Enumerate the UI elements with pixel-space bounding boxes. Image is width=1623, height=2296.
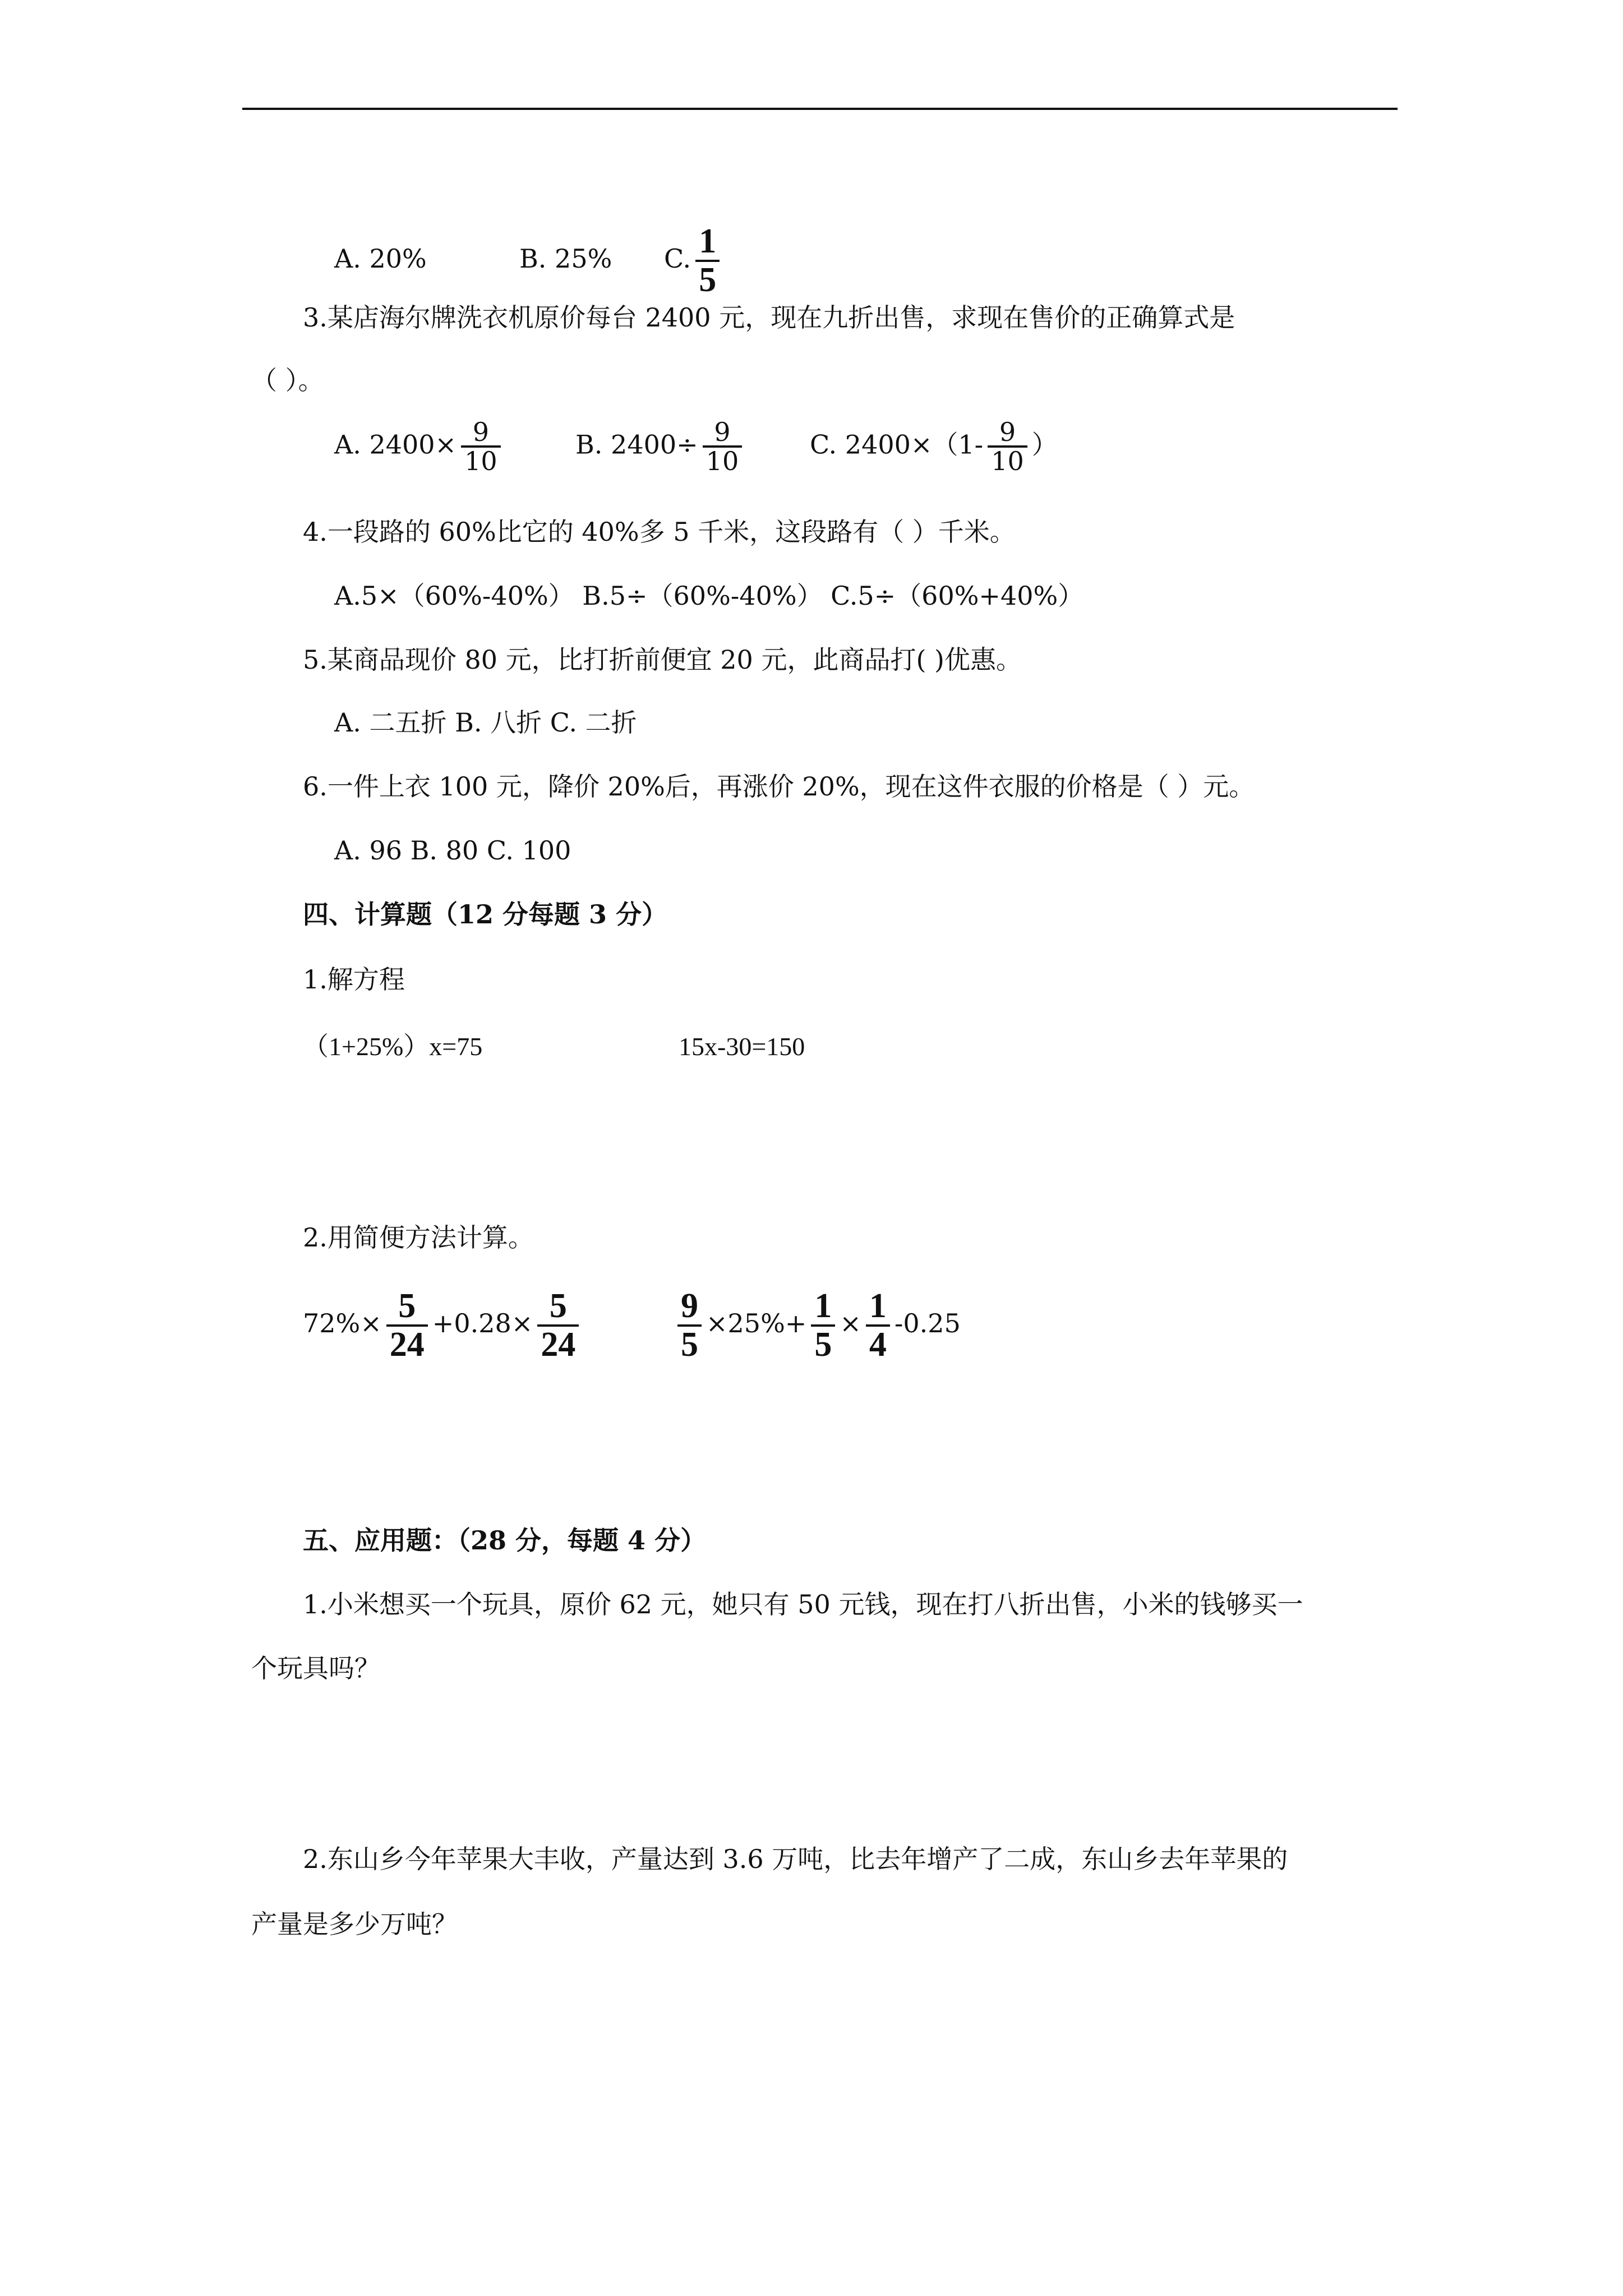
application-problem-2-line1: 2.东山乡今年苹果大丰收，产量达到 3.6 万吨，比去年增产了二成，东山乡去年苹果的: [303, 1844, 1288, 1874]
fraction-denominator: 10: [703, 445, 743, 475]
application-problem-1-line2: 个玩具吗？: [251, 1653, 380, 1683]
fraction-numerator: 5: [549, 1287, 567, 1325]
application-problem-1-line1: 1.小米想买一个玩具，原价 62 元，她只有 50 元钱，现在打八折出售，小米的钱够买一: [303, 1589, 1303, 1619]
fraction-denominator: 5: [811, 1324, 835, 1363]
fraction-numerator: 9: [681, 1287, 698, 1325]
q2-options: [334, 223, 724, 298]
q2-option-b: B. 25%: [519, 243, 612, 274]
q3-option-c-suffix: ）: [1031, 429, 1058, 460]
fraction-numerator: 9: [714, 417, 731, 447]
equation-1: （1+25%）x=75: [303, 1032, 483, 1061]
fraction-denominator: 10: [988, 445, 1027, 475]
expr2-part-c: -0.25: [894, 1308, 961, 1339]
fraction-denominator: 24: [386, 1324, 428, 1363]
expr2-fraction-1: [677, 1288, 702, 1363]
expr2-fraction-3: [866, 1288, 890, 1363]
q2-option-c-fraction: [695, 223, 720, 298]
q3-option-b-fraction: [703, 418, 743, 475]
q6-options: A. 96 B. 80 C. 100: [334, 835, 571, 866]
q2-option-c: [664, 223, 724, 298]
q3-question: 3.某店海尔牌洗衣机原价每台 2400 元，现在九折出售，求现在售价的正确算式是: [303, 302, 1235, 333]
q2-option-a: A. 20%: [334, 243, 427, 274]
q4-options: A.5×（60%-40%） B.5÷（60%-40%） C.5÷（60%+40%）: [334, 581, 1084, 611]
expr2-fraction-2: [811, 1288, 835, 1363]
q6-question: 6.一件上衣 100 元，降价 20%后，再涨价 20%，现在这件衣服的价格是（ ）元。: [303, 771, 1255, 802]
fraction-denominator: 10: [461, 445, 501, 475]
equation-2: 15x-30=150: [679, 1032, 805, 1061]
q3-option-b-label: B. 2400÷: [575, 429, 698, 460]
fraction-numerator: 9: [472, 417, 489, 447]
fraction-numerator: 1: [814, 1287, 832, 1325]
q3-option-a-fraction: [461, 418, 501, 475]
q3-option-c: [810, 418, 1058, 475]
q5-question: 5.某商品现价 80 元，比打折前便宜 20 元，此商品打( )优惠。: [303, 645, 1022, 675]
fraction-denominator: 4: [866, 1324, 890, 1363]
expr1-fraction-1: [386, 1288, 428, 1363]
section-5-title: 五、应用题：（28 分，每题 4 分）: [303, 1525, 707, 1556]
expr1-fraction-2: [537, 1288, 579, 1363]
q3-options: [334, 418, 1058, 475]
fraction-numerator: 1: [869, 1287, 887, 1325]
section-4-part2-title: 2.用简便方法计算。: [303, 1222, 534, 1253]
expr2-part-a: ×25%+: [706, 1308, 807, 1339]
fraction-denominator: 5: [695, 260, 720, 298]
fraction-numerator: 9: [999, 417, 1016, 447]
expr1-part-b: +0.28×: [432, 1308, 533, 1339]
q2-option-c-label: C.: [664, 243, 691, 274]
expr2-part-b: ×: [840, 1308, 861, 1339]
q3-option-a-label: A. 2400×: [334, 429, 457, 460]
q5-options: A. 二五折 B. 八折 C. 二折: [334, 707, 637, 738]
simplify-expression-1: [303, 1288, 583, 1363]
simplify-expression-2: [673, 1288, 961, 1363]
section-4-part1-title: 1.解方程: [303, 964, 405, 995]
header-rule: [242, 108, 1398, 110]
section-4-title: 四、计算题（12 分每题 3 分）: [303, 899, 668, 930]
q3-option-a: [334, 418, 575, 475]
expr1-part-a: 72%×: [303, 1308, 382, 1339]
fraction-numerator: 1: [699, 222, 717, 260]
q3-option-c-label: C. 2400×（1-: [810, 429, 984, 460]
fraction-numerator: 5: [398, 1287, 416, 1325]
fraction-denominator: 24: [537, 1324, 579, 1363]
q4-question: 4.一段路的 60%比它的 40%多 5 千米，这段路有（ ）千米。: [303, 517, 1016, 547]
q3-question-cont: （ ）。: [251, 365, 324, 395]
application-problem-2-line2: 产量是多少万吨？: [251, 1909, 458, 1939]
q3-option-c-fraction: [988, 418, 1027, 475]
fraction-denominator: 5: [677, 1324, 702, 1363]
q3-option-b: [575, 418, 810, 475]
